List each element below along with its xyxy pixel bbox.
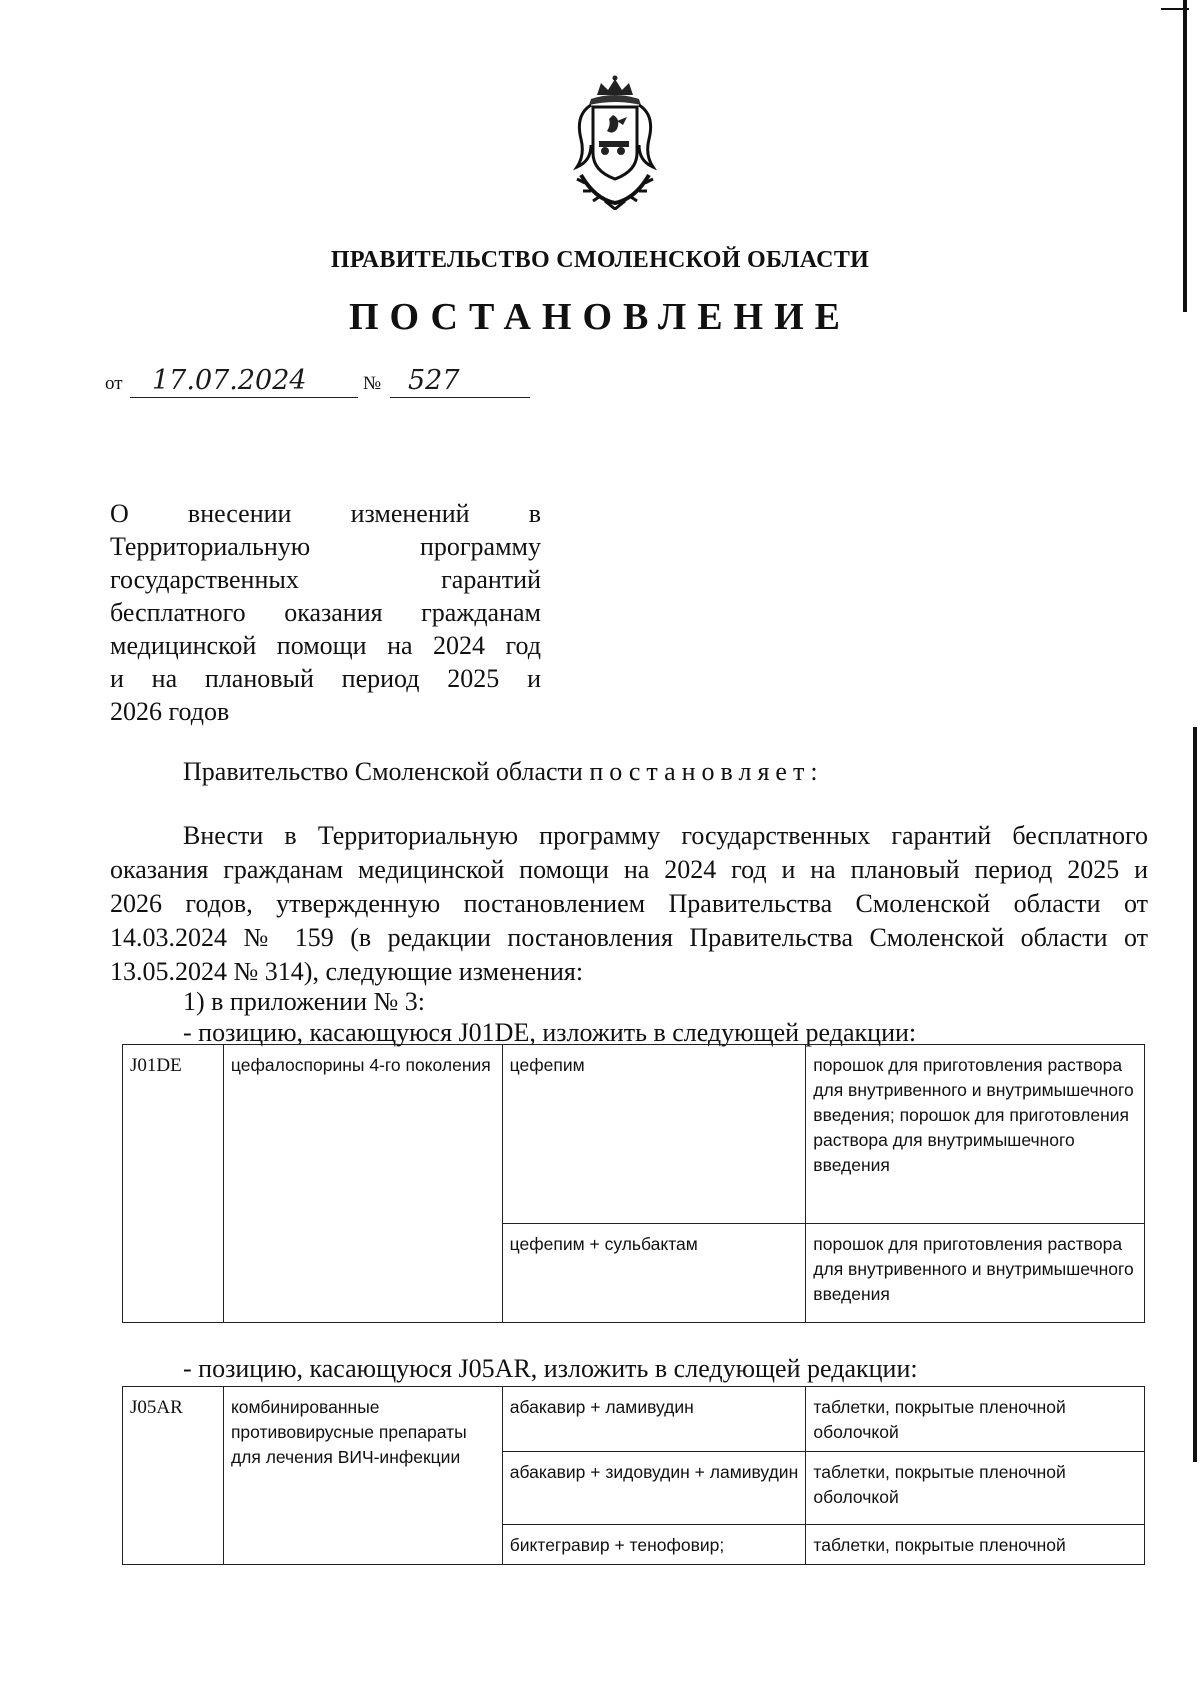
medication-table-j01de: [122, 1044, 1145, 1323]
organization-title: ПРАВИТЕЛЬСТВО СМОЛЕНСКОЙ ОБЛАСТИ: [330, 247, 870, 273]
drug-cell: биктегравир + тенофовир;: [502, 1525, 806, 1565]
table-row: [123, 1387, 1145, 1452]
resolves-line: [183, 757, 824, 787]
drug-cell: цефепим: [502, 1045, 806, 1224]
handwritten-date: 17.07.2024: [152, 365, 307, 396]
resolves-word: постановляет:: [589, 757, 824, 786]
number-prefix: №: [363, 373, 382, 394]
resolves-text: Правительство Смоленской области: [183, 757, 583, 786]
atc-code-cell: J05AR: [123, 1387, 224, 1565]
form-cell: таблетки, покрытые пленочной: [806, 1525, 1145, 1565]
coat-of-arms-emblem: [555, 75, 675, 210]
document-type: ПОСТАНОВЛЕНИЕ: [348, 296, 852, 338]
handwritten-number: 527: [408, 365, 460, 396]
paragraph-line: 2026 годов, утвержденную постановлением Правительства Смоленской области от: [110, 889, 1148, 918]
subject-line: 2026 годов: [110, 697, 230, 726]
paragraph-line: Внести в Территориальную программу государственных гарантий бесплатного: [183, 821, 1148, 850]
table-row: [123, 1045, 1145, 1224]
section-heading-j05ar: - позицию, касающуюся J05AR, изложить в следующей редакции:: [183, 1354, 918, 1383]
medication-table-j05ar: [122, 1386, 1145, 1565]
drug-cell: цефепим + сульбактам: [502, 1224, 806, 1323]
section-heading-j01de: - позицию, касающуюся J01DE, изложить в следующей редакции:: [183, 1018, 917, 1047]
paragraph-line: 14.03.2024 № 159 (в редакции постановления Правительства Смоленской области от: [110, 923, 1148, 952]
paragraph-line: 13.05.2024 № 314), следующие изменения:: [110, 957, 584, 986]
subject-line: Территориальную программу: [110, 532, 541, 561]
form-cell: порошок для приготовления раствора для внутривенного и внутримышечного введения: [806, 1224, 1145, 1323]
scan-edge-mark: [1183, 0, 1187, 312]
form-cell: порошок для приготовления раствора для внутривенного и внутримышечного введения; порошок для приготовления раствора для внутримышечного введения: [806, 1045, 1145, 1224]
form-cell: таблетки, покрытые пленочной оболочкой: [806, 1387, 1145, 1452]
subject-line: медицинской помощи на 2024 год: [110, 631, 541, 660]
subject-line: О внесении изменений в: [110, 499, 541, 528]
scan-edge-mark: [1161, 8, 1189, 10]
drug-cell: абакавир + зидовудин + ламивудин: [502, 1452, 806, 1525]
subject-line: государственных гарантий: [110, 565, 541, 594]
number-underline: [390, 365, 530, 398]
group-cell: комбинированные противовирусные препараты для лечения ВИЧ-инфекции: [223, 1387, 502, 1565]
subject-line: и на плановый период 2025 и: [110, 664, 541, 693]
drug-cell: абакавир + ламивудин: [502, 1387, 806, 1452]
group-cell: цефалоспорины 4-го поколения: [223, 1045, 502, 1323]
subject-line: бесплатного оказания гражданам: [110, 598, 541, 627]
date-underline: [130, 365, 358, 398]
document-subject: [110, 497, 541, 728]
list-item-1: 1) в приложении № 3:: [183, 987, 426, 1016]
paragraph-line: оказания гражданам медицинской помощи на 2024 год и на плановый период 2025 и: [110, 855, 1148, 884]
main-paragraph: [110, 819, 1148, 989]
date-prefix: от: [105, 373, 123, 394]
atc-code-cell: J01DE: [123, 1045, 224, 1323]
form-cell: таблетки, покрытые пленочной оболочкой: [806, 1452, 1145, 1525]
scan-edge-mark: [1193, 727, 1197, 1462]
